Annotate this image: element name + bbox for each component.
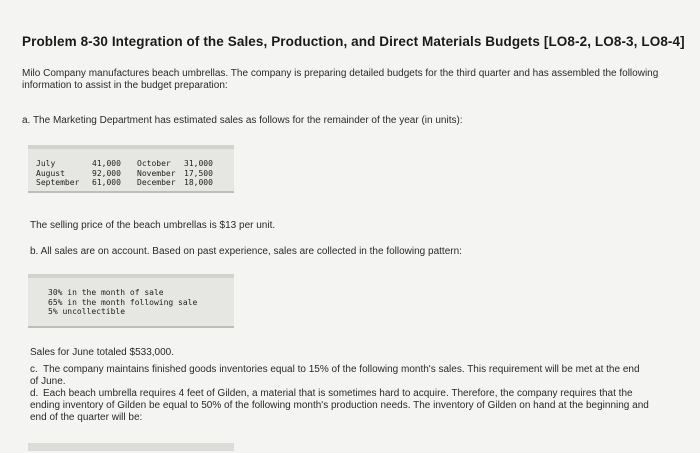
table-row	[36, 169, 224, 179]
inventory-box-top	[28, 443, 234, 451]
table-row	[36, 159, 224, 169]
month-cell: August	[36, 168, 65, 178]
intro-paragraph: Milo Company manufactures beach umbrellas. The company is preparing detailed budgets for the third quarter and has assembled the following information to assist in the budget preparation:	[22, 68, 659, 91]
units-cell: 41,000	[92, 159, 121, 168]
problem-title: Problem 8-30 Integration of the Sales, Production, and Direct Materials Budgets [LO8-2, LO8-3, LO8-4]	[22, 34, 685, 49]
item-d	[30, 388, 650, 424]
box-bottom-rule	[28, 326, 234, 328]
item-b-text: b. All sales are on account. Based on past experience, sales are collected in the following pattern:	[30, 246, 462, 257]
month-cell: October	[137, 159, 171, 168]
item-c-text: The company maintains finished goods inventories equal to 15% of the following month's sales. This requirement will be met at the end of June.	[30, 364, 640, 387]
collection-pattern-list	[48, 288, 197, 317]
list-item: 65% in the month following sale	[48, 297, 198, 307]
sales-estimate-table	[36, 159, 224, 188]
units-cell: 17,500	[184, 168, 213, 178]
box-top-rule	[28, 145, 234, 149]
sales-estimate-box	[28, 145, 234, 193]
selling-price-text: The selling price of the beach umbrellas is $13 per unit.	[30, 220, 276, 231]
units-cell: 61,000	[92, 178, 121, 187]
list-item: 30% in the month of sale	[48, 288, 164, 297]
item-c	[30, 364, 650, 388]
month-cell: July	[36, 159, 56, 168]
item-d-text: Each beach umbrella requires 4 feet of Gilden, a material that is sometimes hard to acquire. Therefore, the company requires that the ending inventory of Gilden be equal to 50% of the following month's production needs. The inventory of Gilden on hand at the beginning and end of the quarter will be:	[30, 388, 649, 423]
units-cell: 92,000	[92, 168, 121, 178]
item-d-label: d.	[30, 388, 39, 399]
units-cell: 18,000	[184, 178, 213, 187]
table-row	[36, 178, 224, 188]
box-top-rule	[28, 274, 234, 278]
item-c-label: c.	[30, 364, 38, 375]
item-a-text: a. The Marketing Department has estimated sales as follows for the remainder of the year (in units):	[22, 115, 463, 126]
collection-pattern-box	[28, 274, 234, 328]
month-cell: September	[36, 178, 80, 187]
units-cell: 31,000	[184, 159, 213, 168]
box-bottom-rule	[28, 191, 234, 193]
list-item: 5% uncollectible	[48, 307, 126, 316]
month-cell: November	[137, 168, 176, 178]
month-cell: December	[137, 178, 176, 187]
june-sales-text: Sales for June totaled $533,000.	[30, 347, 174, 358]
